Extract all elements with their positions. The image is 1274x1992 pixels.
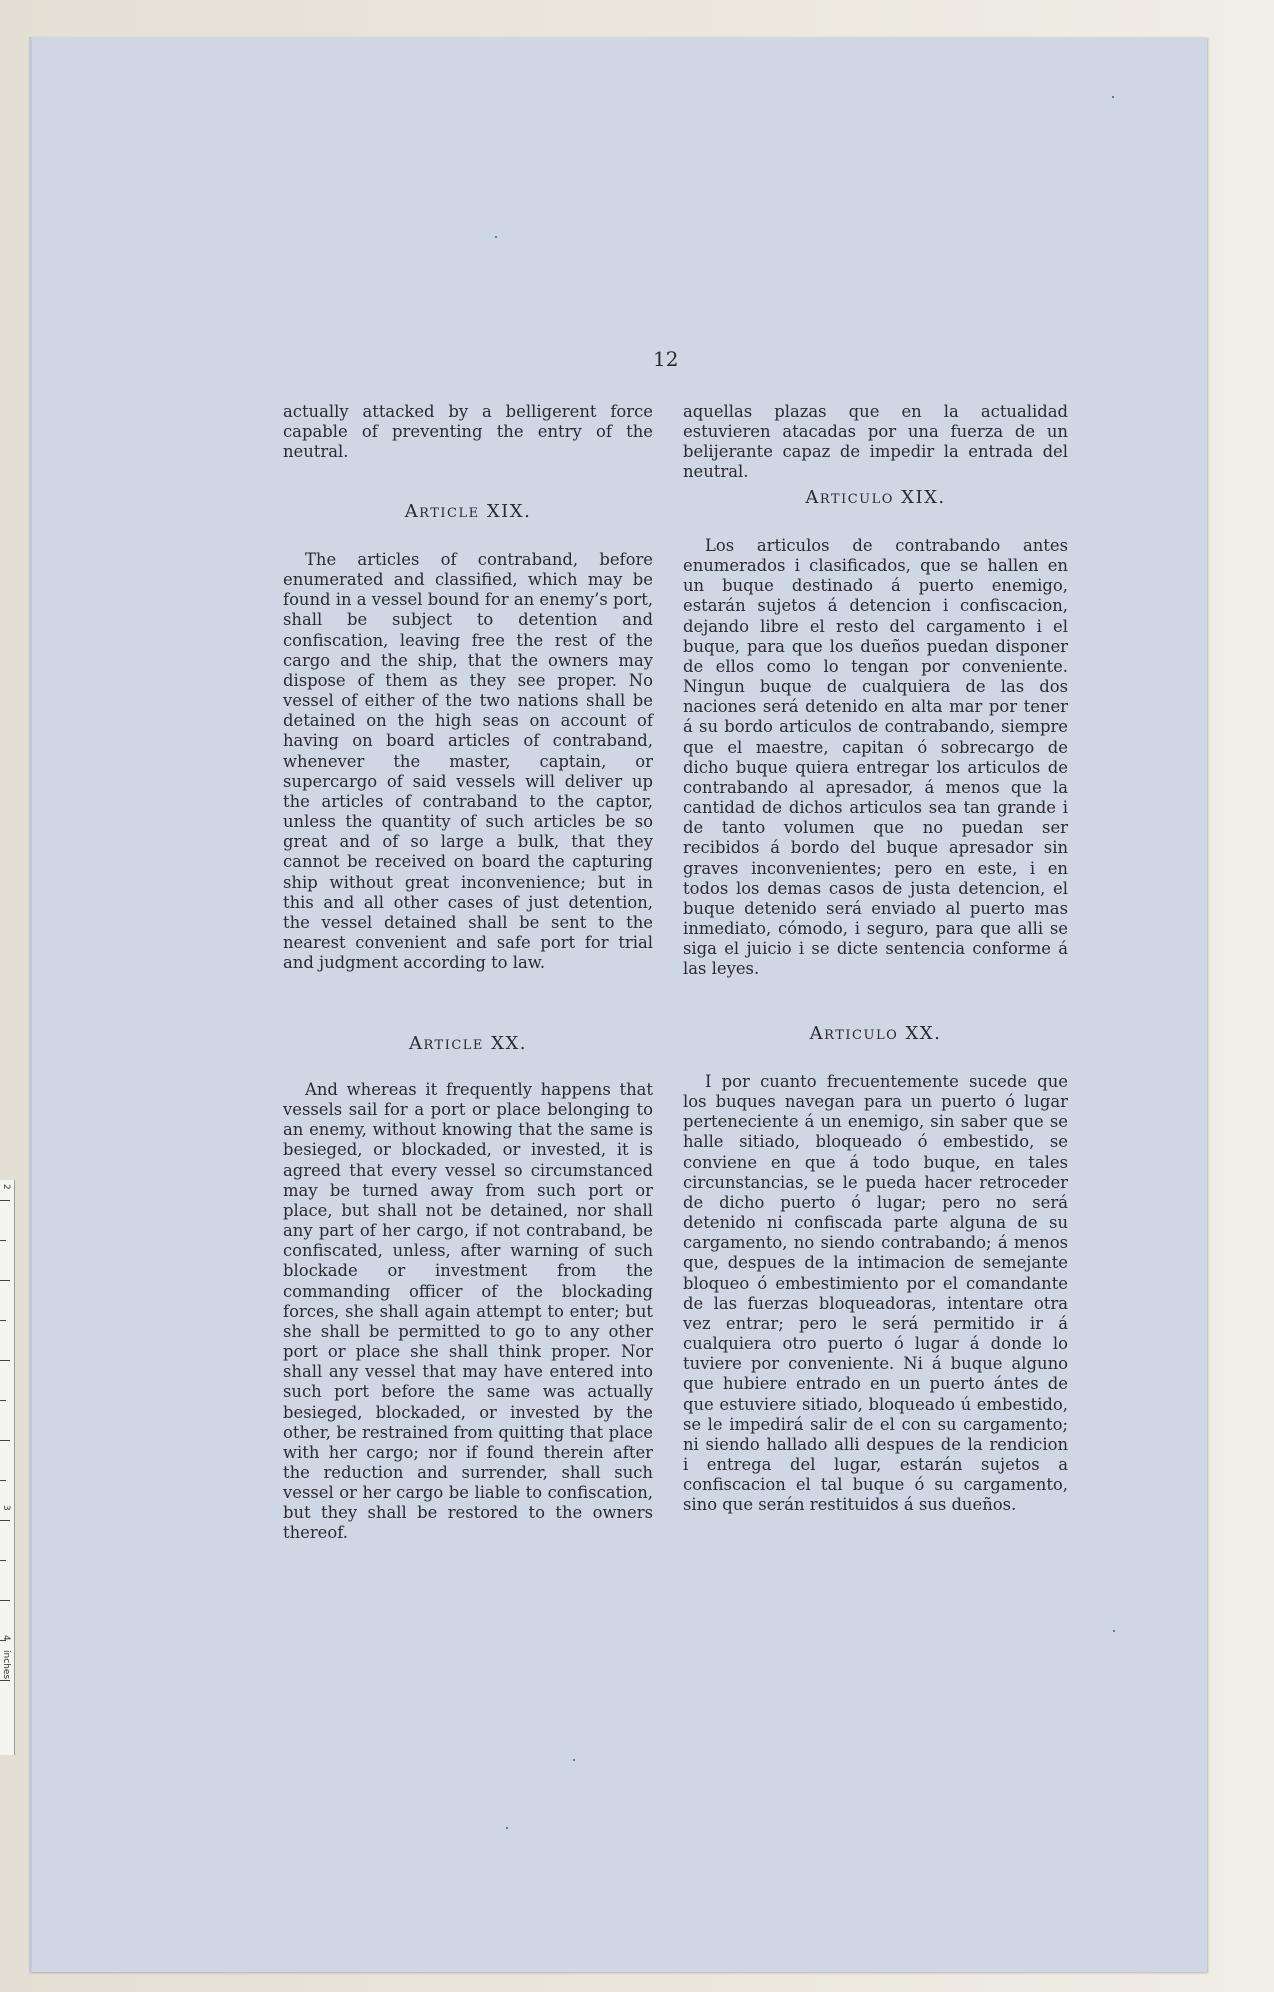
- ruler-tick: [0, 1240, 6, 1241]
- ruler-tick: [0, 1200, 10, 1201]
- articulo-20-heading: Articulo XX.: [809, 1023, 942, 1044]
- ruler-tick: [0, 1680, 10, 1681]
- page-number: 12: [653, 347, 679, 371]
- paper-speck: [506, 1827, 508, 1829]
- paper-speck: [1112, 96, 1114, 98]
- document-page: [29, 37, 1207, 1972]
- paper-speck: [573, 1759, 575, 1761]
- articulo-19-text: Los articulos de contrabando antes enumerados i clasificados, que se hallen en un buque destinado á puerto enemigo, estarán sujetos á detencion i confiscacion, dejando libre el resto del cargamento i el buque, para que los dueños puedan disponer de ellos como lo tengan por conveniente. Ningun buque de cualquiera de las dos naciones será detenido en alta mar por tener á su bordo articulos de contrabando, siempre que el maestre, capitan ó sobrecargo de dicho buque quiera entregar los articulos de contrabando al apresador, á menos que la cantidad de dichos articulos sea tan grande i de tanto volumen que no puedan ser recibidos á bordo del buque apresador sin graves inconvenientes; pero en este, i en todos los demas casos de justa detencion, el buque detenido será enviado al puerto mas inmediato, cómodo, i seguro, para que alli se siga el juicio i se dicte sentencia conforme á las leyes.: [683, 536, 1068, 979]
- ruler-tick: [0, 1520, 10, 1521]
- ruler-tick: [0, 1480, 6, 1481]
- ruler-tick: [0, 1600, 10, 1601]
- ruler-tick: [0, 1280, 10, 1281]
- article-19-text: The articles of contraband, before enumerated and classified, which may be found in a vessel bound for an enemy’s port, shall be subject to detention and confiscation, leaving free the rest of the cargo and the ship, that the owners may dispose of them as they see proper. No vessel of either of the two nations shall be detained on the high seas on account of having on board articles of contraband, whenever the master, captain, or supercargo of said vessels will deliver up the articles of contraband to the captor, unless the quantity of such articles be so great and of so large a bulk, that they cannot be received on board the capturing ship without great inconvenience; but in this and all other cases of just detention, the vessel detained shall be sent to the nearest convenient and safe port for trial and judgment according to law.: [283, 550, 653, 973]
- ruler-number: 3: [1, 1505, 11, 1511]
- continued-paragraph: actually attacked by a belligerent force capable of preventing the entry of the neutral.: [283, 402, 653, 462]
- article-19-heading: Article XIX.: [404, 501, 532, 522]
- ruler-tick: [0, 1560, 6, 1561]
- ruler-number: 4: [1, 1635, 11, 1641]
- ruler-tick: [0, 1320, 6, 1321]
- ruler-number: 2: [1, 1184, 11, 1190]
- paper-speck: [495, 236, 497, 238]
- paper-speck: [1113, 1630, 1115, 1632]
- ruler-tick: [0, 1440, 10, 1441]
- continued-paragraph: aquellas plazas que en la actualidad estuvieren atacadas por una fuerza de un belijerante capaz de impedir la entrada del neutral.: [683, 402, 1068, 482]
- measurement-ruler: [0, 1180, 15, 1755]
- article-20-heading: Article XX.: [408, 1033, 527, 1054]
- article-20-text: And whereas it frequently happens that vessels sail for a port or place belonging to an enemy, without knowing that the same is besieged, or blockaded, or invested, it is agreed that every vessel so circumstanced may be turned away from such port or place, but shall not be detained, nor shall any part of her cargo, if not contraband, be confiscated, unless, after warning of such blockade or investment from the commanding officer of the blockading forces, she shall again attempt to enter; but she shall be permitted to go to any other port or place she shall think proper. Nor shall any vessel that may have entered into such port before the same was actually besieged, blockaded, or invested by the other, be restrained from quitting that place with her cargo; nor if found therein after the reduction and surrender, shall such vessel or her cargo be liable to confiscation, but they shall be restored to the owners thereof.: [283, 1080, 653, 1543]
- articulo-20-text: I por cuanto frecuentemente sucede que los buques navegan para un puerto ó lugar perteneciente á un enemigo, sin saber que se halle sitiado, bloqueado ó embestido, se conviene en que á todo buque, en tales circunstancias, se le pueda hacer retroceder de dicho puerto ó lugar; pero no será detenido ni confiscada parte alguna de su cargamento, no siendo contrabando; á menos que, despues de la intimacion de semejante bloqueo ó embestimiento por el comandante de las fuerzas bloqueadoras, intentare otra vez entrar; pero le será permitido ir á cualquiera otro puerto ó lugar á donde lo tuviere por conveniente. Ni á buque alguno que hubiere entrado en un puerto ántes de que estuviere sitiado, bloqueado ú embestido, se le impedirá salir de el con su cargamento; ni siendo hallado alli despues de la rendicion i entrega del lugar, estarán sujetos a confiscacion el tal buque ó su cargamento, sino que serán restituidos á sus dueños.: [683, 1072, 1068, 1515]
- ruler-tick: [0, 1400, 6, 1401]
- ruler-tick: [0, 1360, 10, 1361]
- ruler-label: inches: [1, 1650, 11, 1680]
- articulo-19-heading: Articulo XIX.: [805, 487, 946, 508]
